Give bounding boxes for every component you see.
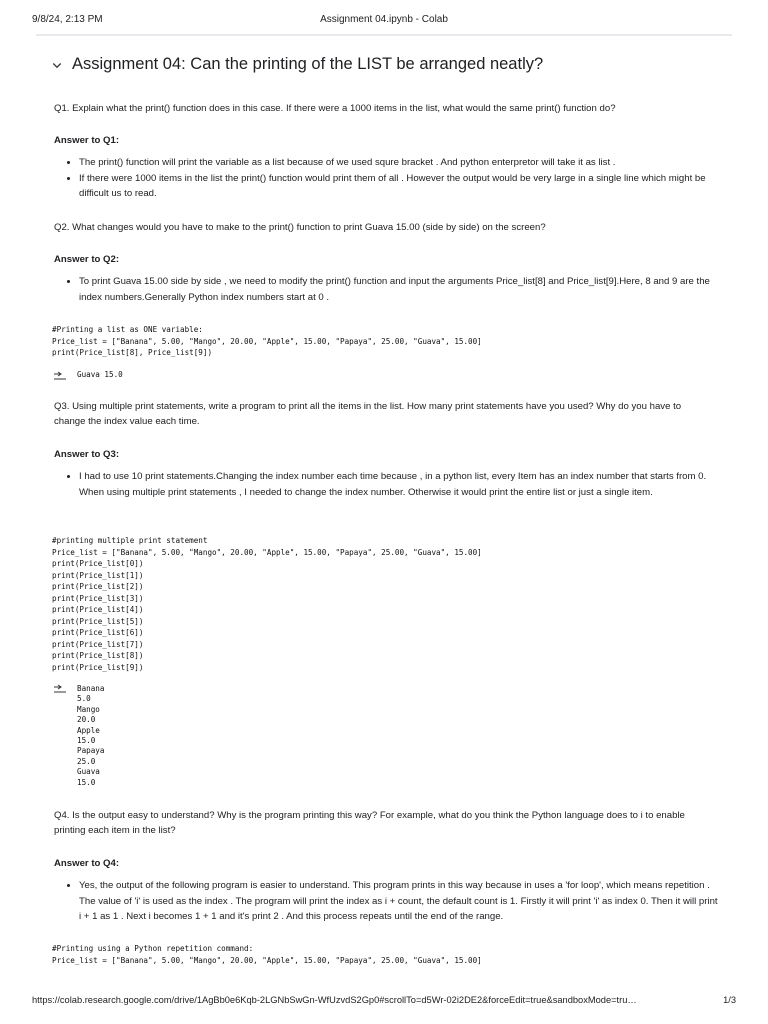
q1-answer-list bbox=[54, 155, 719, 202]
q2-question: Q2. What changes would you have to make to the print() function to print Guava 15.00 (side by side) on the screen? bbox=[54, 222, 546, 233]
q2-answer-list bbox=[54, 274, 719, 305]
print-header bbox=[32, 14, 736, 25]
notebook-title: Assignment 04: Can the printing of the LIST be arranged neatly? bbox=[72, 55, 544, 73]
section-header[interactable] bbox=[48, 55, 543, 74]
list-item: • The print() function will print the variable as a list because of we used squre bracket . And python enterpretor will take it as list . bbox=[79, 155, 719, 171]
print-page-title: Assignment 04.ipynb - Colab bbox=[320, 14, 448, 25]
q2-output: Guava 15.0 bbox=[77, 370, 123, 379]
chevron-down-icon[interactable] bbox=[48, 56, 66, 74]
q3-answer-heading: Answer to Q3: bbox=[54, 449, 120, 460]
list-item: • Yes, the output of the following program is easier to understand. This program prints in this way because in uses a 'for loop', which means repetition . The value of 'i' is used as the index . The program will print the index as i + count, the default count is 1. Firstly it will print 'i' as index 0. Then it will print i + 1 as 1 . Next i becomes 1 + 1 and it's print 2 . And this process repeats until the end of the range. bbox=[79, 878, 719, 925]
header-divider bbox=[36, 34, 732, 36]
list-item: • If there were 1000 items in the list the print() function would print them of all . However the output would be very large in a single line which might be difficult us to read. bbox=[79, 171, 719, 202]
q4-code-cell[interactable]: #Printing using a Python repetition command: Price_list = ["Banana", 5.00, "Mango", 20.00, "Apple", 15.00, "Papaya", 25.00, "Guava", 15.00] bbox=[52, 944, 482, 965]
output-arrow-icon[interactable] bbox=[53, 371, 67, 381]
output-arrow-icon[interactable] bbox=[53, 684, 67, 694]
q4-answer-list bbox=[54, 878, 719, 925]
q4-answer-heading: Answer to Q4: bbox=[54, 858, 120, 869]
list-item: • I had to use 10 print statements.Changing the index number each time because , in a python list, every Item has an index number that starts from 0. When using multiple print statements , I needed to change the index number. Otherwise it would print the entire list or just a single item. bbox=[79, 469, 719, 500]
q2-answer-heading: Answer to Q2: bbox=[54, 254, 120, 265]
page-number: 1/3 bbox=[723, 995, 736, 1005]
q3-output: Banana 5.0 Mango 20.0 Apple 15.0 Papaya 25.0 Guava 15.0 bbox=[77, 684, 105, 787]
q3-answer-list bbox=[54, 469, 719, 500]
page-url: https://colab.research.google.com/drive/1AgBb0e6Kqb-2LGNbSwGn-WfUzvdS2Gp0#scrollTo=d5Wr-02i2DE2&forceEdit=true&sandboxMode=tru… bbox=[32, 995, 637, 1005]
q1-question: Q1. Explain what the print() function does in this case. If there were a 1000 items in the list, what would the same print() function do? bbox=[54, 103, 616, 114]
q3-question: Q3. Using multiple print statements, write a program to print all the items in the list. How many print statements have you used? Why do you have to change the index value each time. bbox=[54, 401, 682, 427]
print-datetime: 9/8/24, 2:13 PM bbox=[32, 14, 103, 25]
q4-question: Q4. Is the output easy to understand? Why is the program printing this way? For example, what do you think the Python language does to i to enable printing each item in the list? bbox=[54, 810, 685, 836]
q1-answer-heading: Answer to Q1: bbox=[54, 135, 120, 146]
list-item: • To print Guava 15.00 side by side , we need to modify the print() function and input the arguments Price_list[8] and Price_list[9].Here, 8 and 9 are the index numbers.Generally Python index numbers start at 0 . bbox=[79, 274, 719, 305]
q2-code-cell[interactable]: #Printing a list as ONE variable: Price_list = ["Banana", 5.00, "Mango", 20.00, "Apple", 15.00, "Papaya", 25.00, "Guava", 15.00] print(Price_list[8], Price_list[9]) bbox=[52, 325, 482, 357]
q3-code-cell[interactable]: #printing multiple print statement Price_list = ["Banana", 5.00, "Mango", 20.00, "Apple", 15.00, "Papaya", 25.00, "Guava", 15.00] print(Price_list[0]) print(Price_list[1]) print(Price_list[2]) print(Price_list[3]) print(Price_list[4]) print(Price_list[5]) print(Price_list[6]) print(Price_list[7]) print(Price_list[8]) print(Price_list[9]) bbox=[52, 536, 482, 672]
print-footer bbox=[32, 995, 736, 1005]
